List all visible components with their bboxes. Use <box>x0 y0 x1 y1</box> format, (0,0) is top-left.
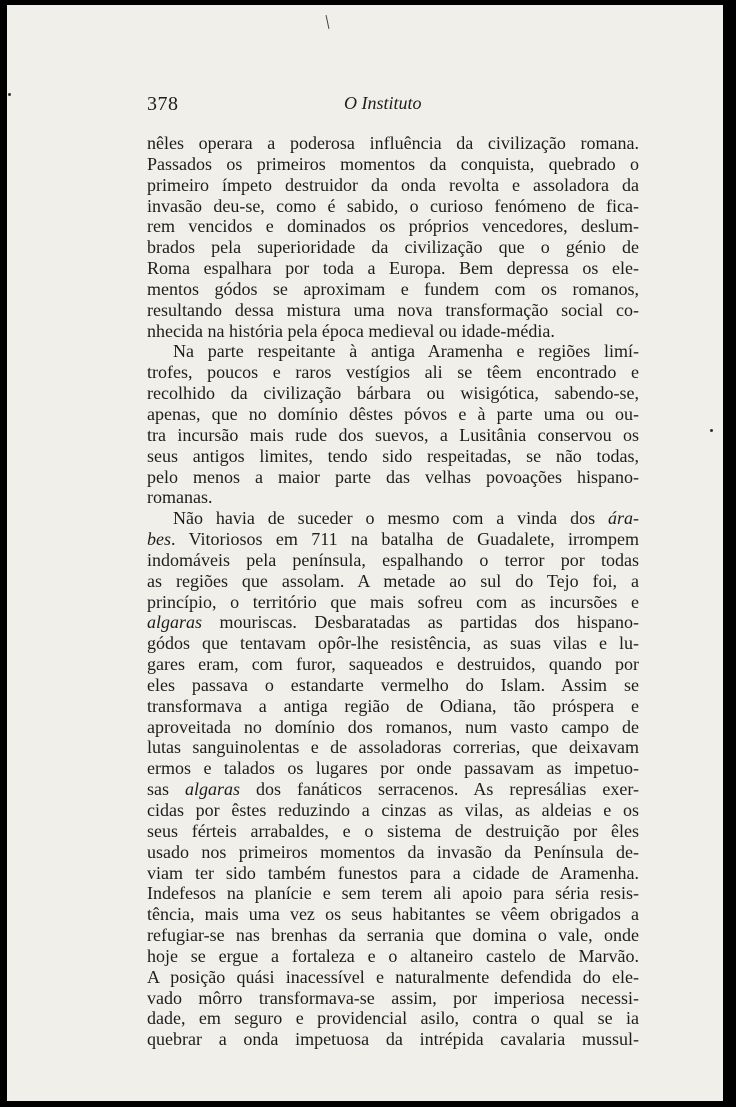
text-line: brados pela superioridade da civilização que o génio de <box>147 237 639 258</box>
page-number: 378 <box>147 93 179 115</box>
text-line: gódos que tentavam opôr-lhe resistência, as suas vilas e lu- <box>147 633 639 654</box>
text-line: dade, em seguro e providencial asilo, contra o qual se ia <box>147 1008 639 1029</box>
text-line: seus antigos limites, tendo sido respeitadas, se não todas, <box>147 445 639 466</box>
text-line: sas algaras dos fanáticos serracenos. As represálias exer- <box>147 779 639 800</box>
text-line: ermos e talados os lugares por onde passavam as impetuo- <box>147 758 639 779</box>
text-line: indomáveis pela península, espalhando o terror por todas <box>147 549 639 570</box>
text-line: mentos gódos se aproximam e fundem com os romanos, <box>147 278 639 299</box>
text-line: invasão deu-se, como é sabido, o curioso fenómeno de fica- <box>147 195 639 216</box>
page-header <box>7 91 723 121</box>
text-line: Na parte respeitante à antiga Aramenha e regiões limí- <box>173 341 639 362</box>
text-line: gares eram, com furor, saqueados e destruidos, quando por <box>147 654 639 675</box>
text-line: romanas. <box>147 487 213 508</box>
text-line: nêles operara a poderosa influência da civilização romana. <box>147 133 639 153</box>
text-line: usado nos primeiros momentos da invasão da Península de- <box>147 841 639 862</box>
scan-dot <box>710 429 713 432</box>
text-line: Não havia de suceder o mesmo com a vinda dos ára- <box>173 508 639 529</box>
text-line: bes. Vitoriosos em 711 na batalha de Guadalete, irrompem <box>147 529 639 550</box>
text-line: as regiões que assolam. A metade ao sul do Tejo foi, a <box>147 570 639 591</box>
text-line: tra incursão mais rude dos suevos, a Lusitânia conservou os <box>147 424 639 445</box>
text-line: rem vencidos e dominados os próprios vencedores, deslum- <box>147 216 639 237</box>
text-line: lutas sanguinolentas e de assoladoras correrias, que deixavam <box>147 737 639 758</box>
text-line: quebrar a onda impetuosa da intrépida cavalaria mussul- <box>147 1029 639 1050</box>
text-line: Roma espalhara por toda a Europa. Bem depressa os ele- <box>147 258 639 279</box>
text-line: resultando dessa mistura uma nova transformação social co- <box>147 299 639 320</box>
text-line: trofes, poucos e raros vestígios ali se têem encontrado e <box>147 362 639 383</box>
running-title: O Instituto <box>344 93 422 113</box>
text-line: cidas por êstes reduzindo a cinzas as vilas, as aldeias e os <box>147 800 639 820</box>
text-line: refugiar-se nas brenhas da serrania que domina o vale, onde <box>147 925 639 946</box>
text-line: recolhido da civilização bárbara ou wisigótica, sabendo-se, <box>147 383 639 404</box>
text-line: primeiro ímpeto destruidor da onda revolta e assoladora da <box>147 174 639 195</box>
text-line: eles passava o estandarte vermelho do Islam. Assim se <box>147 674 639 695</box>
book-page <box>7 5 723 1101</box>
body-text <box>147 133 639 1050</box>
text-line: seus férteis arrabaldes, e o sistema de destruição por êles <box>147 820 639 841</box>
text-line: vado môrro transformava-se assim, por imperiosa necessi- <box>147 987 639 1008</box>
text-line: algaras mouriscas. Desbaratadas as partidas dos hispano- <box>147 612 639 633</box>
text-line: pelo menos a maior parte das velhas povoações hispano- <box>147 466 639 487</box>
text-line: apenas, que no domínio dêstes póvos e à parte uma ou ou- <box>147 403 639 424</box>
text-line: tência, mais uma vez os seus habitantes se vêem obrigados a <box>147 904 639 925</box>
text-line: transformava a antiga região de Odiana, tão próspera e <box>147 695 639 716</box>
text-line: nhecida na história pela época medieval ou idade-média. <box>147 320 555 341</box>
text-line: hoje se ergue a fortaleza e o altaneiro castelo de Marvão. <box>147 945 639 966</box>
text-line: Indefesos na planície e sem terem ali apoio para séria resis- <box>147 883 639 904</box>
text-line: Passados os primeiros momentos da conquista, quebrado o <box>147 153 639 174</box>
text-line: princípio, o território que mais sofreu com as incursões e <box>147 591 639 612</box>
text-line: viam ter sido também funestos para a cidade de Aramenha. <box>147 862 639 883</box>
text-line: A posição quási inacessível e naturalmente defendida do ele- <box>147 966 639 987</box>
text-line: aproveitada no domínio dos romanos, num vasto campo de <box>147 716 639 737</box>
scan-mark <box>326 15 330 29</box>
